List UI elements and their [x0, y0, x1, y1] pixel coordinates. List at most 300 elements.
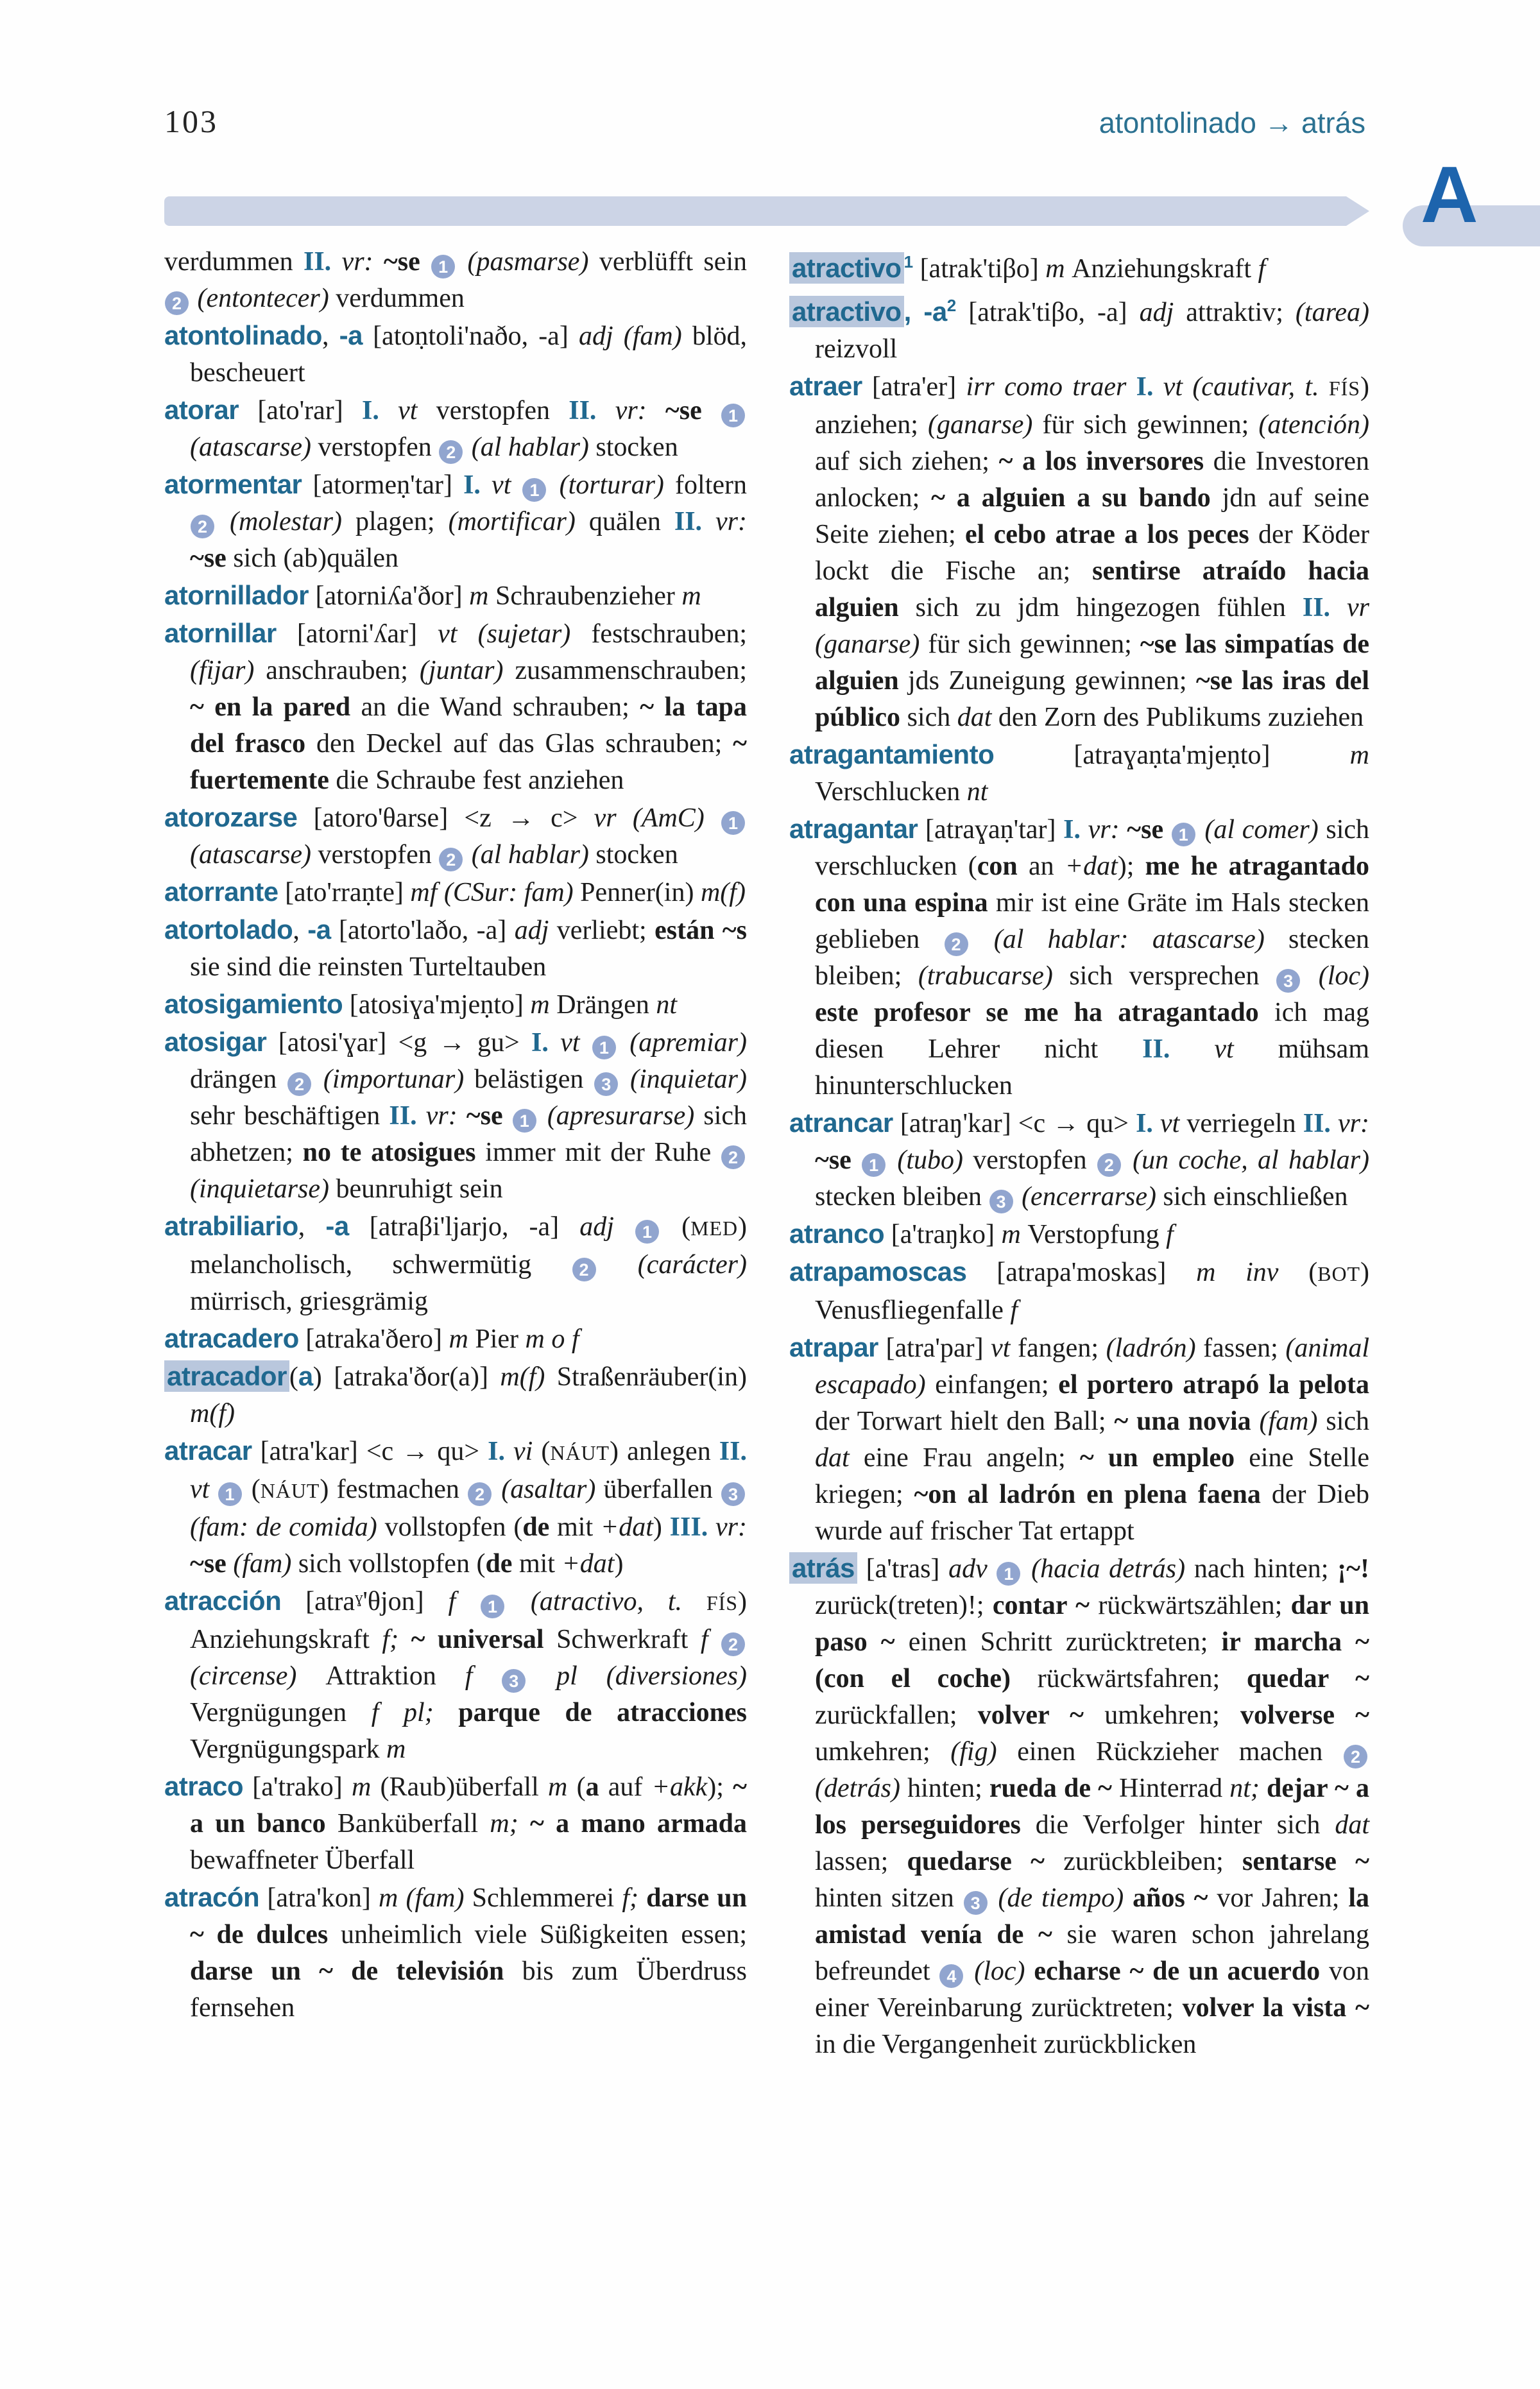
- field-label: NÁUT: [260, 1480, 320, 1502]
- headword: , -a: [903, 296, 947, 327]
- headword: -a: [339, 320, 363, 350]
- text: (Raub)überfall: [380, 1772, 548, 1802]
- example-phrase: ~se las simpatías de alguien: [815, 629, 1369, 696]
- text: verstopfen: [973, 1145, 1097, 1175]
- text: jds Zuneigung gewinnen;: [908, 666, 1196, 696]
- dictionary-entry: [164, 391, 747, 466]
- sense-number: 3: [964, 1891, 988, 1915]
- sense-number: 1: [721, 811, 745, 835]
- text: plagen;: [355, 507, 449, 536]
- text: foltern: [675, 470, 747, 500]
- text: ) festmachen: [320, 1475, 468, 1504]
- part-marker: II.: [719, 1437, 747, 1466]
- field-label: FÍS: [706, 1592, 738, 1614]
- dictionary-entry: [789, 1329, 1369, 1550]
- text: zurück(treten)!;: [815, 1591, 993, 1620]
- text: mir ist eine Gräte im Hals stecken geblieben: [815, 888, 1370, 954]
- text: [atra'par]: [878, 1333, 991, 1363]
- headword: atraer: [789, 371, 862, 401]
- sense-number: 1: [592, 1036, 616, 1059]
- example-phrase: la amistad venía de ~: [815, 1883, 1369, 1949]
- headword: atortolado: [164, 914, 293, 945]
- usage-label: (hacia detrás): [1022, 1554, 1194, 1584]
- text: [atraŋ'kar] <c → qu>: [893, 1109, 1136, 1138]
- dictionary-entry: [164, 1023, 747, 1208]
- usage-label: f;: [622, 1883, 647, 1913]
- part-marker: II.: [389, 1101, 426, 1131]
- usage-label: vt (cautivar, t.: [1163, 372, 1329, 402]
- text: bis zum Überdruss fernsehen: [190, 1957, 747, 2023]
- text: fassen;: [1203, 1333, 1286, 1363]
- text: sich zu jdm hingezogen fühlen: [915, 593, 1303, 622]
- usage-label: m (fam): [379, 1883, 472, 1913]
- header-bar: [164, 196, 1369, 226]
- dictionary-entry: [164, 1768, 747, 1879]
- text: rückwärtszählen;: [1098, 1591, 1291, 1620]
- usage-label: (apresurarse): [538, 1101, 704, 1131]
- example-phrase: ~se: [1127, 815, 1171, 844]
- example-phrase: darse un ~ de televisión: [190, 1957, 522, 1986]
- usage-label: (circense): [190, 1661, 326, 1691]
- text: verblüfft sein: [599, 247, 748, 277]
- text: fangen;: [1018, 1333, 1106, 1363]
- dictionary-entry: [164, 615, 747, 799]
- text: (: [243, 1475, 261, 1504]
- sense-number: 2: [191, 515, 214, 538]
- entry-continuation: [164, 244, 747, 317]
- example-phrase: ¡~!: [1337, 1554, 1369, 1584]
- text: mühsam hinunterschlucken: [815, 1034, 1369, 1100]
- sense-number: 2: [721, 1145, 745, 1169]
- text: [atra'er]: [862, 372, 966, 402]
- text: bewaffneter Überfall: [190, 1845, 415, 1875]
- usage-label: m(f): [500, 1362, 557, 1392]
- text: rückwärtsfahren;: [1037, 1664, 1247, 1693]
- usage-label: m: [1045, 254, 1072, 284]
- text: in die Vergangenheit zurückblicken: [815, 2030, 1197, 2059]
- sense-number: 1: [218, 1482, 242, 1506]
- usage-label: dat: [815, 1443, 864, 1473]
- usage-label: (pasmarse): [457, 247, 599, 277]
- usage-label: (inquietar): [620, 1065, 747, 1094]
- text: [ato'rraṇte]: [278, 878, 411, 907]
- text: verstopfen: [318, 432, 439, 462]
- text: sich vollstopfen (: [298, 1549, 486, 1579]
- example-phrase: están ~s: [654, 916, 747, 945]
- text: Attraktion: [325, 1661, 465, 1691]
- usage-label: vt: [1214, 1034, 1278, 1064]
- dictionary-entry: [789, 1215, 1369, 1253]
- headword: atornillar: [164, 618, 277, 648]
- usage-label: (fam: de comida): [190, 1512, 385, 1542]
- text: sie sind die reinsten Turteltauben: [190, 952, 547, 982]
- part-marker: I.: [531, 1028, 561, 1057]
- usage-label: (ladrón): [1106, 1333, 1204, 1363]
- letter-tab-label: A: [1421, 151, 1478, 239]
- example-phrase: ~se: [383, 247, 431, 277]
- usage-label: (ganarse): [928, 410, 1043, 440]
- usage-label: vr:: [425, 1101, 466, 1131]
- example-phrase: ~se: [190, 1549, 234, 1579]
- text: [ato'rar]: [239, 396, 363, 425]
- sense-number: 3: [1276, 969, 1300, 993]
- dictionary-entry: [789, 1550, 1369, 2063]
- usage-label: (fig): [950, 1737, 1018, 1767]
- headword: -a: [307, 914, 331, 945]
- example-phrase: el cebo atrae a los peces: [964, 520, 1259, 549]
- text: quälen: [588, 507, 674, 536]
- headword: atrapamoscas: [789, 1256, 967, 1287]
- text: vor Jahren;: [1217, 1883, 1349, 1913]
- text: blöd, bescheuert: [190, 321, 747, 388]
- example-phrase: quedar ~: [1246, 1664, 1369, 1693]
- usage-label: m: [449, 1324, 475, 1354]
- example-phrase: ~ a un banco: [190, 1772, 747, 1838]
- text: einen Schritt zurücktreten;: [908, 1627, 1222, 1657]
- headword: atrancar: [789, 1108, 893, 1138]
- usage-label: m: [351, 1772, 381, 1802]
- usage-label: adv: [948, 1554, 997, 1584]
- example-phrase: ~ a los inversores: [998, 447, 1213, 476]
- text: umkehren;: [815, 1737, 951, 1767]
- usage-label: f: [465, 1661, 502, 1691]
- text: Penner(in): [580, 878, 701, 907]
- text: Hinterrad: [1119, 1774, 1230, 1803]
- text: (: [576, 1772, 586, 1802]
- usage-label: (atascarse): [190, 432, 318, 462]
- text: auf sich ziehen;: [815, 447, 999, 476]
- headword: atracción: [164, 1586, 282, 1616]
- usage-label: (tubo): [887, 1145, 973, 1175]
- text: verstopfen: [436, 396, 569, 425]
- part-marker: II.: [1142, 1034, 1215, 1064]
- usage-label: m: [548, 1772, 577, 1802]
- column-left: [164, 244, 747, 2026]
- text: den Zorn des Publikums zuziehen: [998, 703, 1364, 732]
- example-phrase: volver ~: [977, 1700, 1105, 1730]
- usage-label: (al hablar): [465, 840, 596, 869]
- usage-label: vt: [560, 1028, 592, 1057]
- text: der Dieb wurde auf frischer Tat ertappt: [815, 1480, 1369, 1546]
- example-phrase: a: [585, 1772, 599, 1802]
- field-label: FÍS: [1328, 377, 1360, 400]
- sense-number: 4: [939, 1964, 963, 1988]
- text: (: [541, 1437, 551, 1466]
- text: stecken bleiben: [815, 1182, 989, 1212]
- dictionary-entry: [164, 1582, 747, 1768]
- part-marker: II.: [303, 247, 342, 277]
- text: der Köder lockt die Fische an;: [815, 520, 1369, 586]
- example-phrase: ~se las iras del público: [815, 666, 1369, 732]
- usage-label: (fijar): [190, 656, 266, 685]
- usage-label: vt: [492, 470, 522, 500]
- text: attraktiv;: [1186, 298, 1296, 327]
- text: [atosi'ɣar] <g → gu>: [266, 1028, 532, 1057]
- example-phrase: años ~: [1133, 1883, 1217, 1913]
- example-phrase: sentirse atraído hacia alguien: [815, 556, 1370, 622]
- text: [a'traŋko]: [884, 1220, 1002, 1249]
- usage-label: +dat: [561, 1549, 615, 1579]
- example-phrase: ~ universal: [411, 1625, 557, 1654]
- text: lassen;: [815, 1847, 907, 1876]
- example-phrase: ~ a mano armada: [530, 1809, 748, 1838]
- part-marker: II.: [674, 507, 716, 536]
- text: [atrak'tiβo, -a]: [956, 298, 1140, 327]
- header-range: atontolinado → atrás: [1099, 107, 1365, 139]
- usage-label: (un coche, al hablar): [1122, 1145, 1369, 1175]
- example-phrase: ~se: [190, 544, 234, 573]
- headword: -a: [325, 1211, 349, 1241]
- text: stocken: [595, 840, 678, 869]
- example-phrase: echarse ~ de un acuerdo: [1034, 1957, 1329, 1986]
- text: [atoṇtoli'naðo, -a]: [362, 321, 579, 351]
- headword: atorar: [164, 395, 239, 425]
- dictionary-entry: [164, 1208, 747, 1320]
- text: umkehren;: [1104, 1700, 1241, 1730]
- example-phrase: no te atosigues: [302, 1138, 486, 1167]
- sense-number: 1: [997, 1562, 1020, 1586]
- example-phrase: dar un paso ~: [815, 1591, 1369, 1657]
- usage-label: nt: [656, 990, 677, 1020]
- part-marker: I.: [463, 470, 492, 500]
- sense-number: 2: [468, 1482, 492, 1506]
- dictionary-entry: [789, 1253, 1369, 1329]
- sense-number: 1: [481, 1595, 504, 1618]
- text: [a'tras]: [857, 1554, 949, 1584]
- text: einfangen;: [935, 1370, 1059, 1400]
- sense-number: 3: [721, 1482, 745, 1506]
- usage-label: m: [1349, 741, 1369, 770]
- usage-label: f: [1166, 1220, 1174, 1249]
- example-phrase: ~ fuertemente: [190, 729, 747, 795]
- usage-label: vr:: [615, 396, 665, 425]
- usage-label: +dat: [600, 1512, 653, 1542]
- headword: atornillador: [164, 580, 309, 610]
- usage-label: (importunar): [313, 1065, 475, 1094]
- headword: atontolinado: [164, 320, 322, 350]
- example-phrase: ~ la tapa del frasco: [190, 692, 747, 758]
- usage-label: adj: [1139, 298, 1186, 327]
- part-marker: I.: [362, 396, 398, 425]
- example-phrase: darse un ~ de dulces: [190, 1883, 748, 1949]
- headword: atorozarse: [164, 802, 298, 832]
- text: vollstopfen (: [384, 1512, 523, 1542]
- headword-highlighted: atractivo: [789, 296, 904, 327]
- text: stecken bleiben;: [815, 925, 1369, 991]
- example-phrase: volverse ~: [1240, 1700, 1369, 1730]
- headword: atragantar: [789, 814, 918, 844]
- usage-label: f: [700, 1625, 721, 1654]
- text: an: [1017, 852, 1065, 881]
- dictionary-entry: [164, 911, 747, 986]
- usage-label: (de tiempo): [989, 1883, 1133, 1913]
- headword: atranco: [789, 1219, 885, 1249]
- usage-label: (tarea): [1295, 298, 1369, 327]
- letter-tab: [1403, 151, 1540, 246]
- sense-number: 2: [721, 1632, 745, 1656]
- text: Drängen: [556, 990, 656, 1020]
- example-phrase: rueda de ~: [989, 1774, 1120, 1803]
- usage-label: (torturar): [548, 470, 676, 500]
- text: [atrapa'moskas]: [966, 1258, 1197, 1287]
- example-phrase: ir marcha ~ (con el coche): [815, 1627, 1370, 1693]
- sense-number: 1: [721, 404, 745, 427]
- example-phrase: este profesor se me ha atragantado: [815, 998, 1275, 1027]
- text: Banküberfall: [337, 1809, 490, 1838]
- text: von einer Vereinbarung zurücktreten;: [815, 1957, 1369, 2023]
- usage-label: vr:: [341, 247, 384, 277]
- text: [atraβi'ljarjo, -a]: [348, 1212, 580, 1242]
- usage-label: (apremiar): [617, 1028, 747, 1057]
- usage-label: m: [530, 990, 557, 1020]
- usage-label: (asaltar): [493, 1475, 604, 1504]
- dictionary-entry: [789, 287, 1369, 368]
- part-marker: III.: [669, 1512, 715, 1542]
- sense-number: 2: [572, 1258, 596, 1281]
- dictionary-entry: [164, 873, 747, 911]
- text: Verstopfung: [1027, 1220, 1167, 1249]
- part-marker: II.: [1302, 593, 1347, 622]
- dictionary-entry: [164, 577, 747, 615]
- usage-label: vr:: [1088, 815, 1127, 844]
- page-number: 103: [164, 103, 218, 139]
- usage-label: nt;: [1229, 1774, 1267, 1803]
- text: hinten;: [907, 1774, 989, 1803]
- headword-highlighted: atrás: [789, 1552, 857, 1584]
- text: die Investoren anlocken;: [815, 447, 1369, 513]
- text: [a'trako]: [243, 1772, 352, 1802]
- usage-label: dat: [1335, 1810, 1369, 1840]
- usage-label: (molestar): [216, 507, 355, 536]
- dictionary-entry: [789, 736, 1369, 810]
- text: nach hinten;: [1194, 1554, 1338, 1584]
- example-phrase: ~ a alguien a su bando: [931, 483, 1222, 513]
- headword-highlighted: atractivo: [789, 252, 904, 284]
- sense-number: 3: [502, 1669, 526, 1693]
- usage-label: (detrás): [815, 1774, 908, 1803]
- text: (: [289, 1362, 298, 1392]
- usage-label: (atascarse): [190, 840, 318, 869]
- text: ) anziehen;: [815, 372, 1369, 440]
- example-phrase: ~se: [815, 1145, 862, 1175]
- text: stocken: [595, 432, 678, 462]
- usage-label: (fam): [233, 1549, 298, 1579]
- text: eine Frau angeln;: [863, 1443, 1080, 1473]
- text: );: [1117, 852, 1145, 881]
- dictionary-entry: [164, 466, 747, 577]
- text: Straßenräuber(in): [556, 1362, 747, 1392]
- example-phrase: contar ~: [992, 1591, 1099, 1620]
- usage-label: (fam): [1259, 1407, 1326, 1436]
- sense-number: 1: [431, 255, 455, 278]
- example-phrase: parque de atracciones: [458, 1698, 748, 1727]
- text: [atraka'ðero]: [298, 1324, 449, 1354]
- example-phrase: dejar ~ a los perseguidores: [815, 1774, 1369, 1840]
- sense-number: 3: [989, 1190, 1013, 1213]
- usage-label: m o f: [525, 1324, 579, 1354]
- dictionary-entry: [164, 1879, 747, 2026]
- text: Pier: [475, 1324, 526, 1354]
- text: verliebt;: [556, 916, 655, 945]
- text: sie waren schon jahrelang befreundet: [815, 1920, 1369, 1986]
- usage-label: (inquietarse): [190, 1174, 336, 1204]
- usage-label: vr (ganarse): [815, 593, 1369, 659]
- text: den Deckel auf das Glas schrauben;: [316, 729, 733, 758]
- usage-label: m;: [490, 1809, 531, 1838]
- text: hinten sitzen: [815, 1883, 963, 1913]
- dictionary-entry: [164, 799, 747, 873]
- usage-label: (atractivo, t.: [506, 1587, 706, 1616]
- text: an die Wand schrauben;: [361, 692, 640, 722]
- text: Anziehungskraft: [1072, 254, 1258, 284]
- dictionary-entry: [164, 1320, 747, 1358]
- sense-number: 1: [1172, 823, 1195, 846]
- part-marker: II.: [1303, 1109, 1338, 1138]
- usage-label: adj: [514, 916, 557, 945]
- text: [atrak'tiβo]: [913, 254, 1046, 284]
- sense-number: 2: [1097, 1153, 1121, 1177]
- text: mit: [549, 1512, 601, 1542]
- dictionary-entry: [789, 368, 1369, 736]
- text: sich: [907, 703, 957, 732]
- headword: atrapar: [789, 1332, 878, 1362]
- usage-label: +dat: [1065, 852, 1118, 881]
- dictionary-entry: [789, 1104, 1369, 1215]
- usage-label: mf (CSur: fam): [410, 878, 581, 907]
- part-marker: II.: [569, 396, 615, 425]
- text: ,: [321, 321, 339, 351]
- headword: atosigamiento: [164, 989, 343, 1019]
- text: immer mit der Ruhe: [485, 1138, 721, 1167]
- text: [atorni'ʎar]: [276, 619, 438, 649]
- usage-label: nt: [966, 777, 988, 807]
- text: Verschlucken: [815, 777, 967, 807]
- usage-label: vr:: [715, 507, 748, 536]
- usage-label: vt: [398, 396, 436, 425]
- text: sich einschließen: [1163, 1182, 1348, 1212]
- usage-label: f;: [382, 1625, 411, 1654]
- example-phrase: el portero atrapó la pelota: [1058, 1370, 1369, 1400]
- text: sich: [1326, 1407, 1369, 1436]
- usage-label: irr como traer: [966, 372, 1136, 402]
- text: Schlemmerei: [472, 1883, 622, 1913]
- headword: atragantamiento: [789, 739, 995, 769]
- field-label: BOT: [1317, 1263, 1360, 1285]
- text: ) Anziehungskraft: [190, 1587, 747, 1654]
- text: ) melancholisch, schwermütig: [190, 1212, 747, 1280]
- text: Vergnügungspark: [190, 1734, 387, 1764]
- headword: atorrante: [164, 877, 278, 907]
- text: auf: [599, 1772, 652, 1802]
- text: (: [661, 1212, 691, 1242]
- text: [atorto'laðo, -a]: [330, 916, 515, 945]
- example-phrase: quedarse ~: [907, 1847, 1064, 1876]
- headword: atormentar: [164, 469, 302, 499]
- usage-label: vr:: [1338, 1109, 1369, 1138]
- text: anschrauben;: [266, 656, 420, 685]
- sense-number: 2: [165, 291, 189, 315]
- usage-label: f: [448, 1587, 481, 1616]
- sense-number: 2: [439, 440, 463, 464]
- usage-label: (animal escapado): [815, 1333, 1369, 1400]
- sense-number: 2: [945, 932, 968, 956]
- dictionary-entry: [789, 810, 1369, 1104]
- text: [atra'kar] <c → qu>: [252, 1437, 488, 1466]
- headword: atraco: [164, 1771, 244, 1801]
- text: ): [614, 1549, 624, 1579]
- usage-label: (loc): [965, 1957, 1034, 1986]
- example-phrase: con: [977, 852, 1018, 881]
